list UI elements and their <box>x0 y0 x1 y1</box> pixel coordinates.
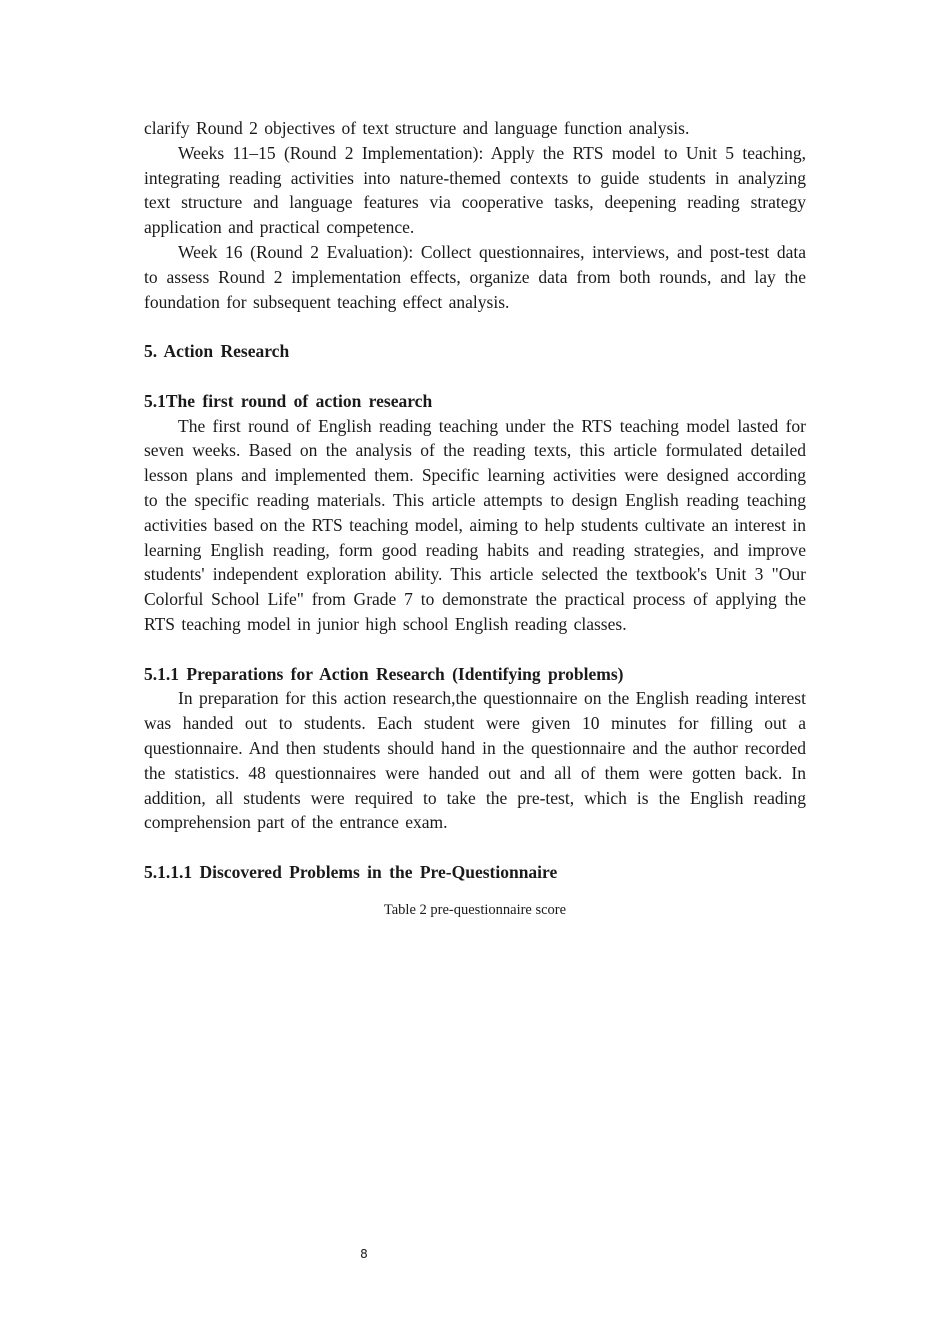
section-5-1-1-1-heading: 5.1.1.1 Discovered Problems in the Pre-Questionnaire <box>144 861 558 882</box>
table-caption: Table 2 pre-questionnaire score <box>383 901 567 918</box>
section-5-1-1-paragraph: In preparation for this action research,the questionnaire on the English reading interest was handed out to students. Each student were given 10 minutes for filling out a questionnaire. And then students should hand in the questionnaire and the author recorded the statistics. 48 questionnaires were handed out and all of them were gotten back. In addition, all students were required to take the pre-test, which is the English reading comprehension part of the entrance exam. <box>144 688 806 833</box>
paragraph-week-16: Week 16 (Round 2 Evaluation): Collect questionnaires, interviews, and post-test data to assess Round 2 implementation effects, organize data from both rounds, and lay the foundation for subsequent teaching effect analysis. <box>144 241 806 312</box>
page-content <box>144 116 806 920</box>
paragraph-continuation: clarify Round 2 objectives of text structure and language function analysis. <box>144 118 690 138</box>
page-number: 8 <box>360 1247 368 1261</box>
section-5-heading: 5. Action Research <box>144 341 290 362</box>
spacer <box>144 835 806 860</box>
section-5-1-1-heading: 5.1.1 Preparations for Action Research (Identifying problems) <box>144 663 624 684</box>
section-5-1-paragraph: The first round of English reading teaching under the RTS teaching model lasted for seven weeks. Based on the analysis of the reading texts, this article formulated detailed lesson plans and implemented them. Specific learning activities were designed according to the specific reading materials. This article attempts to design English reading teaching activities based on the RTS teaching model, aiming to help students cultivate an interest in learning English reading, form good reading habits and reading strategies, and improve students' independent exploration ability. This article selected the textbook's Unit 3 "Our Colorful School Life" from Grade 7 to demonstrate the practical process of applying the RTS teaching model in junior high school English reading classes. <box>144 415 806 634</box>
spacer <box>144 637 806 662</box>
paragraph-weeks-11-15: Weeks 11–15 (Round 2 Implementation): Apply the RTS model to Unit 5 teaching, integrating reading activities into nature-themed contexts to guide students in analyzing text structure and language features via cooperative tasks, deepening reading strategy application and practical competence. <box>144 142 806 238</box>
section-5-1-heading: 5.1The first round of action research <box>144 390 433 411</box>
spacer <box>144 364 806 389</box>
spacer <box>144 314 806 339</box>
